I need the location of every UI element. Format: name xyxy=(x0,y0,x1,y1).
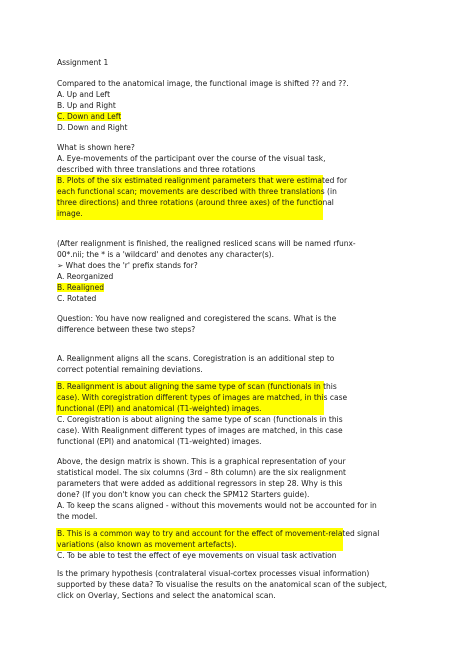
q1-option-a: A. Up and Left xyxy=(57,90,111,99)
q2-option-b-line2: each functional scan; movements are described with three translations (in xyxy=(57,187,337,196)
q5-option-c: C. To be able to test the effect of eye movements on visual task activation xyxy=(57,551,337,560)
q4-option-c-line1: C. Coregistration is about aligning the same type of scan (functionals in this xyxy=(57,415,343,424)
q5-option-a-line1: A. To keep the scans aligned - without this movements would not be accounted for in xyxy=(57,501,377,510)
q6-question-line1: Is the primary hypothesis (contralateral visual-cortex processes visual information) xyxy=(57,569,370,578)
document-title: Assignment 1 xyxy=(57,58,109,67)
q4-option-c-line3: functional (EPI) and anatomical (T1-weighted) images. xyxy=(57,437,262,446)
q3-question: ➢ What does the 'r' prefix stands for? xyxy=(57,261,198,270)
q2-question: What is shown here? xyxy=(57,143,135,152)
q1-option-b: B. Up and Right xyxy=(57,101,116,110)
q5-question-line4: done? (If you don't know you can check the SPM12 Starters guide). xyxy=(57,490,310,499)
q4-option-b-line2: case). With coregistration different types of images are matched, in this case xyxy=(57,393,348,402)
q6-question-line2: supported by these data? To visualise the results on the anatomical scan of the subject, xyxy=(57,580,388,589)
q5-option-a-line2: the model. xyxy=(57,512,98,521)
q6-question-line3: click on Overlay, Sections and select the anatomical scan. xyxy=(57,591,276,600)
q3-option-b-highlight: B. Realigned xyxy=(57,283,105,292)
q3-intro-line1: (After realignment is finished, the realigned resliced scans will be named rfunx- xyxy=(57,239,356,248)
q3-option-c: C. Rotated xyxy=(57,294,97,303)
q4-option-b-line3: functional (EPI) and anatomical (T1-weighted) images. xyxy=(57,404,262,413)
q1-question: Compared to the anatomical image, the functional image is shifted ?? and ??. xyxy=(57,79,349,88)
q4-option-a-line1: A. Realignment aligns all the scans. Coregistration is an additional step to xyxy=(57,354,335,363)
q1-option-d: D. Down and Right xyxy=(57,123,128,132)
q3-intro-line2: 00*.nii; the * is a 'wildcard' and denotes any character(s). xyxy=(57,250,274,259)
q5-option-b-line2: variations (also known as movement artefacts). xyxy=(57,540,237,549)
q2-option-b-line3: three directions) and three rotations (around three axes) of the functional xyxy=(57,198,334,207)
q1-option-c-highlight: C. Down and Left xyxy=(57,112,122,121)
q4-question-line2: difference between these two steps? xyxy=(57,325,196,334)
q2-option-a-line1: A. Eye-movements of the participant over the course of the visual task, xyxy=(57,154,326,163)
q5-question-line1: Above, the design matrix is shown. This is a graphical representation of your xyxy=(57,457,346,466)
q5-question-line2: statistical model. The six columns (3rd – 8th column) are the six realignment xyxy=(57,468,346,477)
q4-option-a-line2: correct potential remaining deviations. xyxy=(57,365,203,374)
q5-option-b-line1: B. This is a common way to try and account for the effect of movement-related signal xyxy=(57,529,380,538)
q4-option-c-line2: case). With Realignment different types of images are matched, in this case xyxy=(57,426,343,435)
q4-question-line1: Question: You have now realigned and coregistered the scans. What is the xyxy=(57,314,337,323)
q2-option-b-line4: image. xyxy=(57,209,83,218)
q5-question-line3: parameters that were added as additional regressors in step 28. Why is this xyxy=(57,479,343,488)
q2-option-b-line1: B. Plots of the six estimated realignment parameters that were estimated for xyxy=(57,176,348,185)
q4-option-b-line1: B. Realignment is about aligning the same type of scan (functionals in this xyxy=(57,382,337,391)
q2-option-a-line2: described with three translations and three rotations xyxy=(57,165,256,174)
q3-option-a: A. Reorganized xyxy=(57,272,114,281)
